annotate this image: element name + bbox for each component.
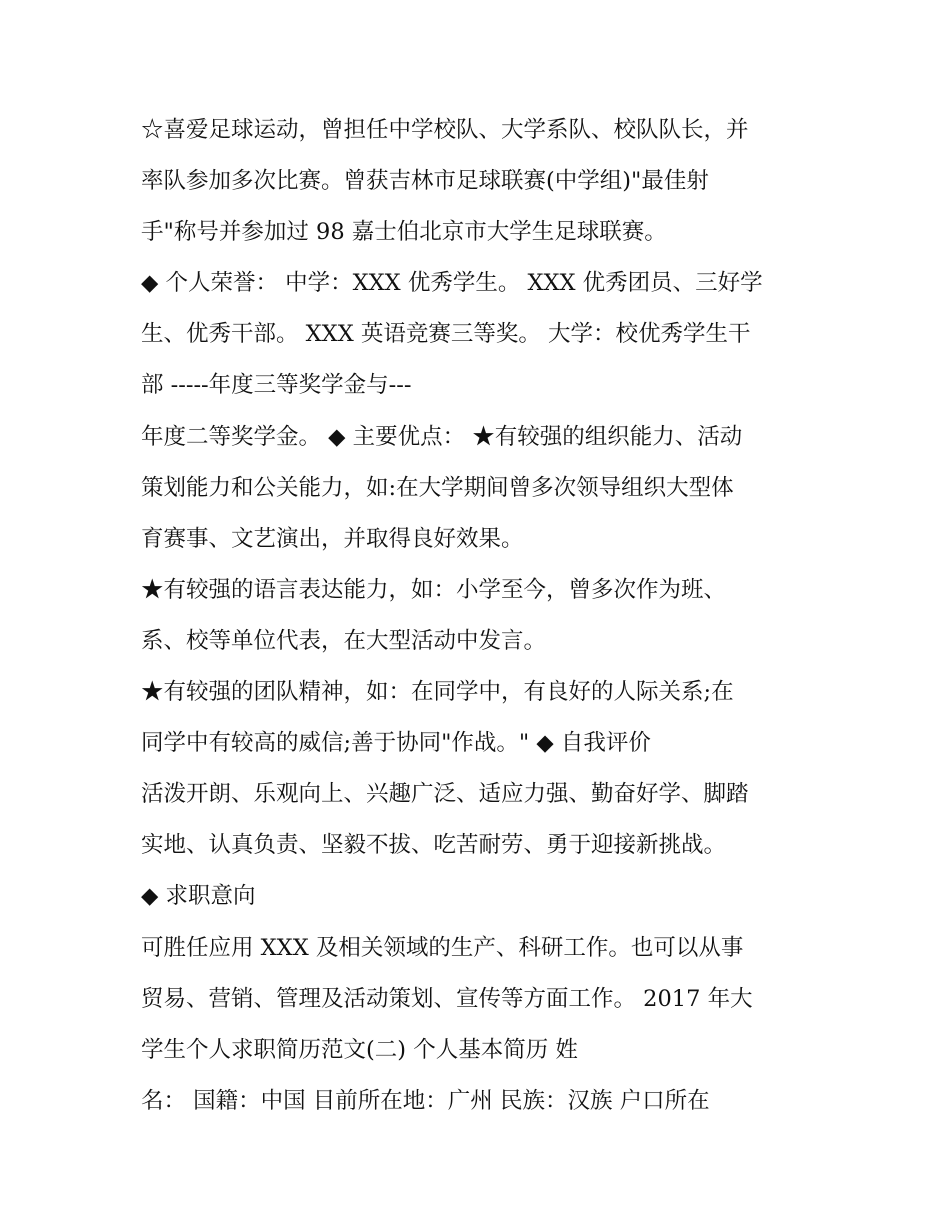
text-line: 学生个人求职简历范文(二) 个人基本简历 姓 <box>141 1036 578 1063</box>
text-line: 手"称号并参加过 98 嘉士伯北京市大学生足球联赛。 <box>141 219 667 246</box>
text-line: 率队参加多次比赛。曾获吉林市足球联赛(中学组)"最佳射 <box>141 168 709 195</box>
text-line: ★有较强的语言表达能力，如：小学至今，曾多次作为班、 <box>141 576 727 603</box>
text-line: 贸易、营销、管理及活动策划、宣传等方面工作。 2017 年大 <box>141 985 753 1012</box>
text-line: 生、优秀干部。 XXX 英语竞赛三等奖。 大学：校优秀学生干 <box>141 321 751 348</box>
text-line: ◆ 个人荣誉： 中学：XXX 优秀学生。 XXX 优秀团员、三好学 <box>141 270 763 297</box>
text-line: ★有较强的团队精神，如：在同学中，有良好的人际关系;在 <box>141 679 734 706</box>
body-text <box>141 108 821 1130</box>
text-line: 育赛事、文艺演出，并取得良好效果。 <box>141 525 524 552</box>
text-line: ☆喜爱足球运动，曾担任中学校队、大学系队、校队队长，并 <box>141 117 749 143</box>
text-line: ◆ 求职意向 <box>141 883 256 910</box>
text-line: 可胜任应用 XXX 及相关领域的生产、科研工作。也可以从事 <box>141 934 744 961</box>
text-line: 年度二等奖学金。 ◆ 主要优点： ★有较强的组织能力、活动 <box>141 423 743 450</box>
text-line: 部 -----年度三等奖学金与--- <box>141 372 412 399</box>
text-line: 活泼开朗、乐观向上、兴趣广泛、适应力强、勤奋好学、脚踏 <box>141 781 749 808</box>
text-line: 系、校等单位代表，在大型活动中发言。 <box>141 627 547 654</box>
text-line: 名： 国籍：中国 目前所在地：广州 民族：汉族 户口所在 <box>141 1087 710 1114</box>
text-line: 同学中有较高的威信;善于协同"作战。" ◆ 自我评价 <box>141 730 651 757</box>
text-line: 策划能力和公关能力，如:在大学期间曾多次领导组织大型体 <box>141 474 734 501</box>
text-line: 实地、认真负责、坚毅不拔、吃苦耐劳、勇于迎接新挑战。 <box>141 832 727 859</box>
